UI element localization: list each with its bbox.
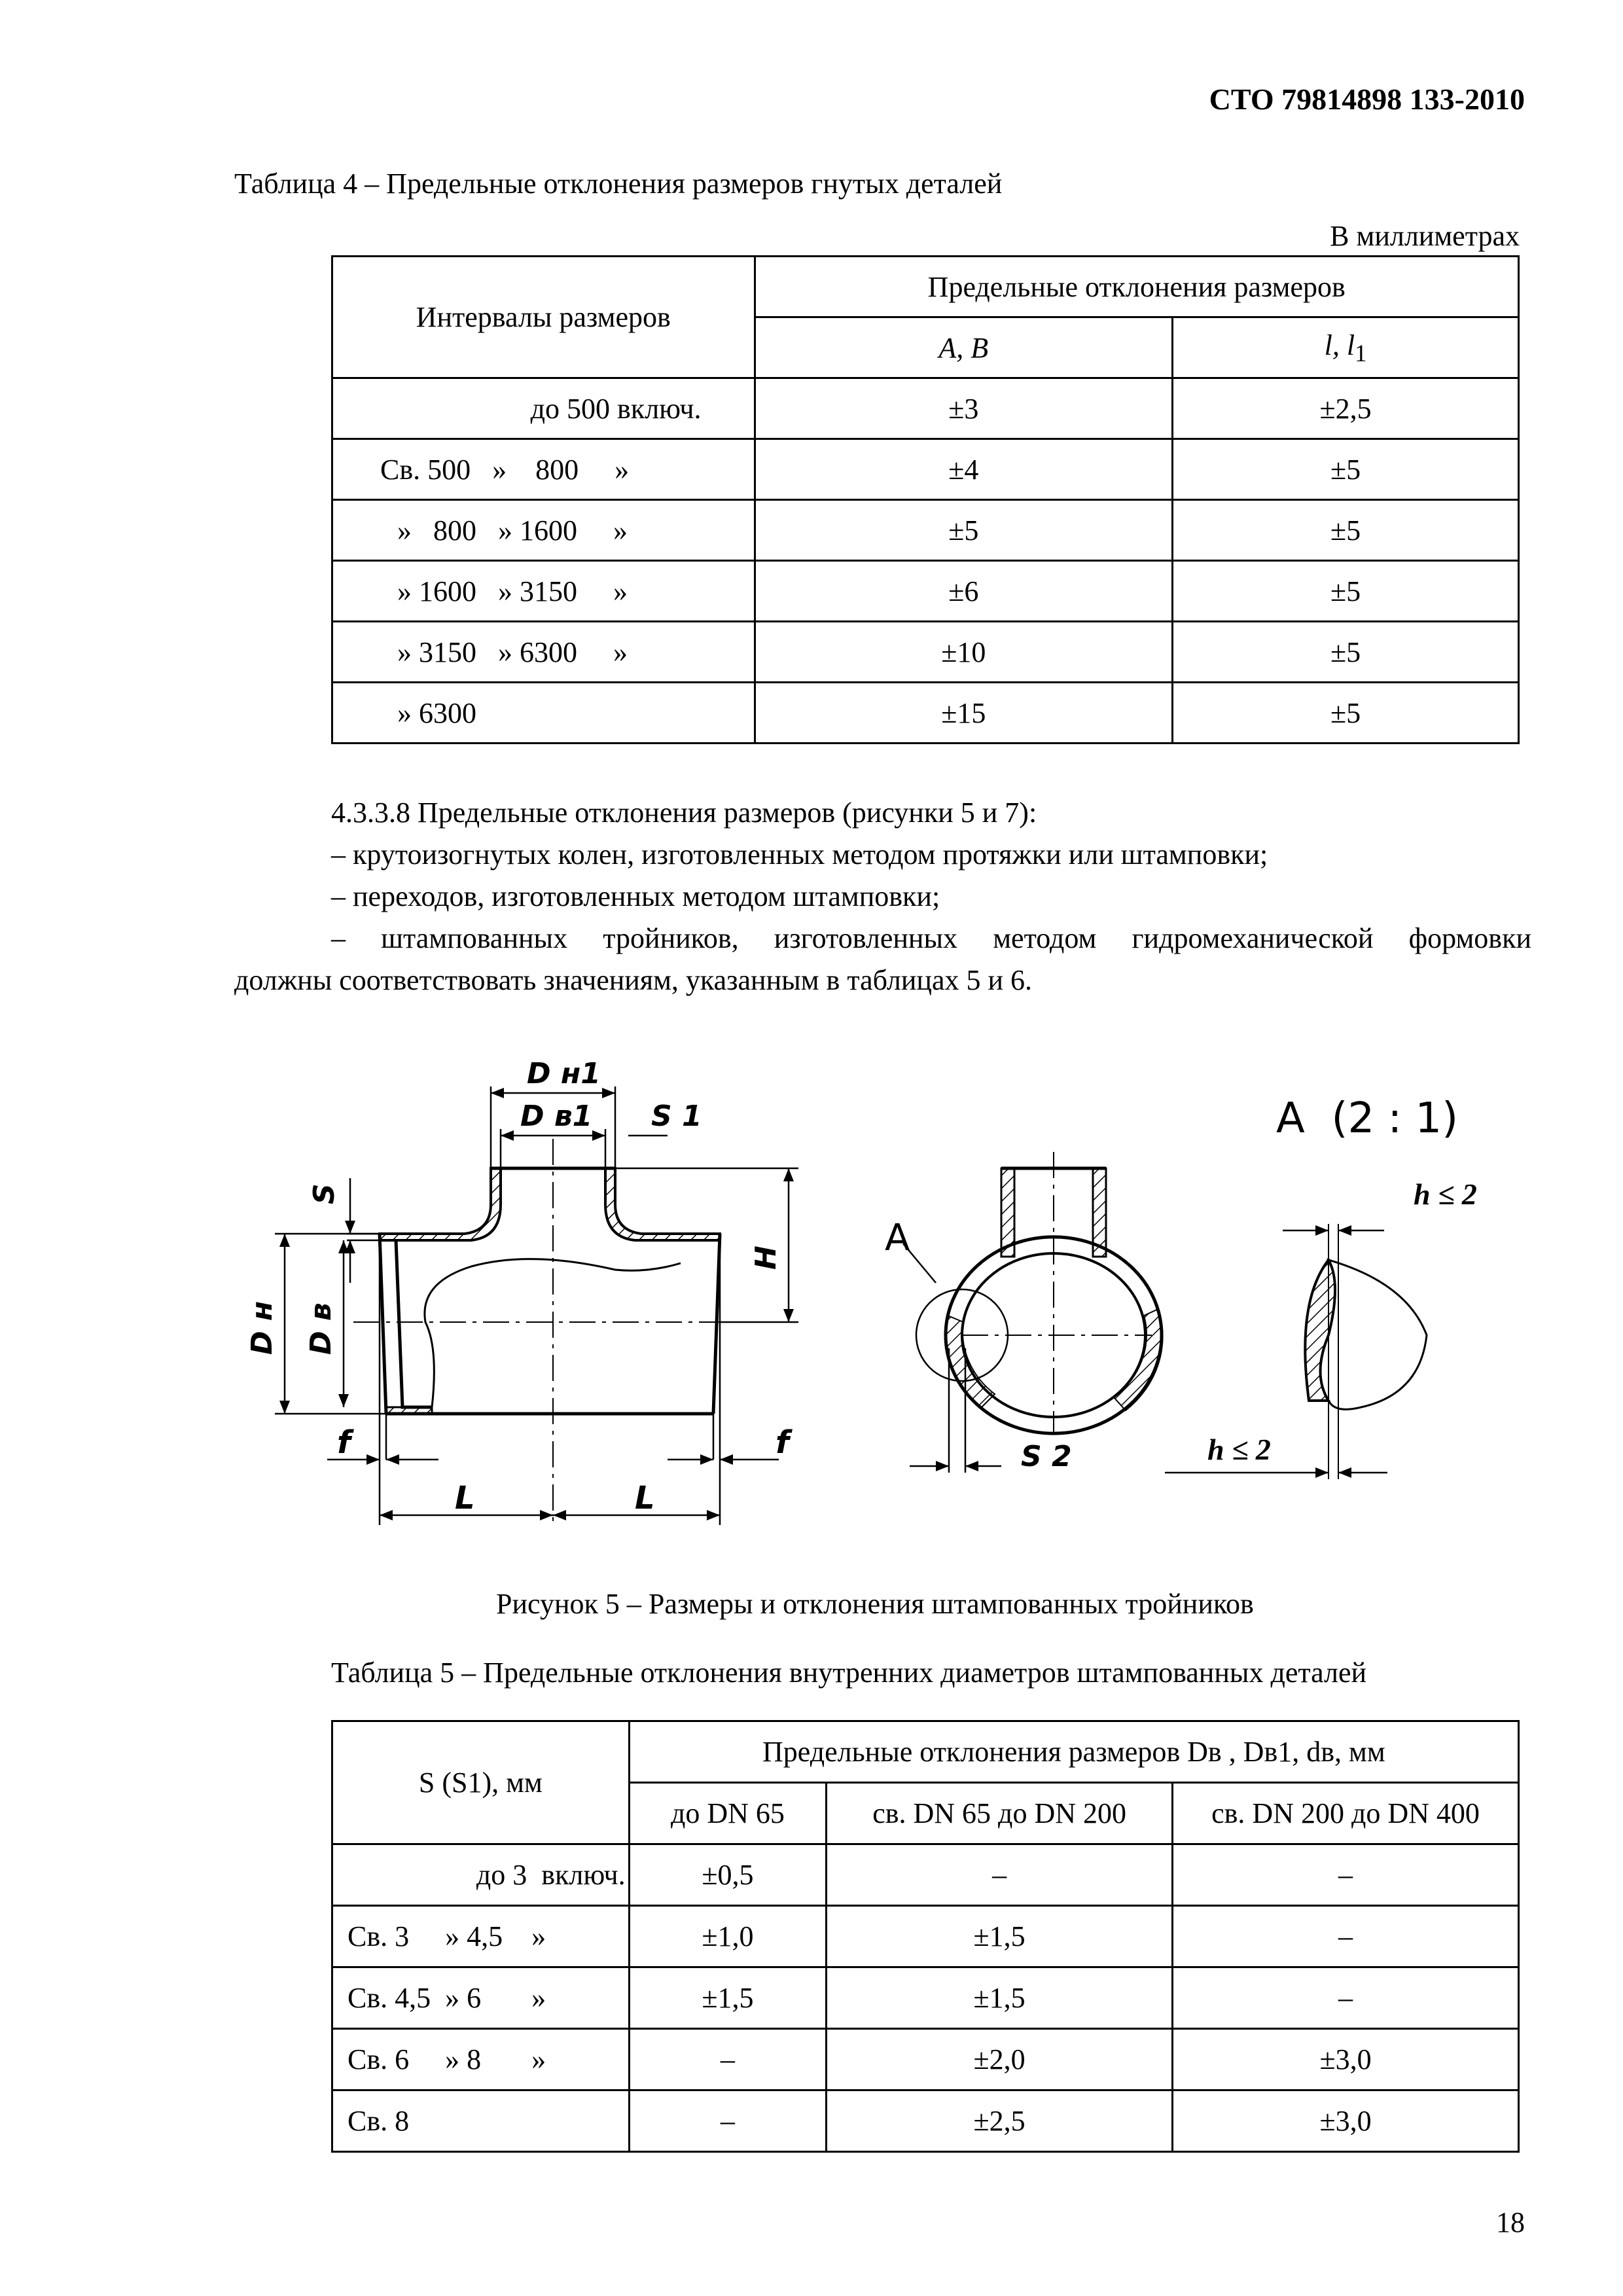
bullet-3: – штампованных тройников, изготовленных методом гидромеханической формовки — [331, 922, 1531, 954]
label-dn1: D н1 — [527, 1057, 601, 1090]
table5-c3: – — [1173, 1844, 1519, 1906]
table4-l: ±5 — [1173, 561, 1519, 622]
table5-caption: Таблица 5 – Предельные отклонения внутренних диаметров штампованных деталей — [331, 1657, 1367, 1689]
table4-ab: ±4 — [755, 439, 1173, 500]
label-detail-a: A (2 : 1) — [1276, 1094, 1459, 1143]
table4-ab: ±5 — [755, 500, 1173, 561]
label-f-right: f — [776, 1424, 789, 1461]
table5-c2: ±1,5 — [827, 1906, 1173, 1967]
table-row — [332, 683, 1519, 744]
table-row — [332, 1967, 1519, 2029]
table-row — [332, 622, 1519, 683]
table-row — [332, 2090, 1519, 2152]
tee-front-view — [353, 1139, 740, 1525]
bullet-2: – переходов, изготовленных методом штамповки; — [331, 880, 940, 912]
table5 — [331, 1720, 1520, 2153]
table5-header-col3: св. DN 200 до DN 400 — [1173, 1783, 1519, 1844]
table4 — [331, 255, 1520, 744]
label-dv: D в — [304, 1302, 338, 1355]
label-h-bottom: h ≤ 2 — [1207, 1433, 1271, 1466]
label-s: S — [308, 1183, 341, 1204]
table4-l: ±5 — [1173, 500, 1519, 561]
label-l-left: L — [455, 1480, 475, 1516]
table4-caption: Таблица 4 – Предельные отклонения размеров гнутых деталей — [234, 168, 1003, 200]
table4-interval: Св. 500 » 800 » — [332, 439, 755, 500]
table5-c2: ±2,5 — [827, 2090, 1173, 2152]
bullet-1: – крутоизогнутых колен, изготовленных методом протяжки или штамповки; — [331, 838, 1268, 870]
label-h: H — [749, 1246, 783, 1270]
table5-s: Св. 8 — [332, 2090, 630, 2152]
table-row — [332, 1844, 1519, 1906]
table4-l: ±5 — [1173, 439, 1519, 500]
table5-header-col2: св. DN 65 до DN 200 — [827, 1783, 1173, 1844]
table5-s: до 3 включ. — [332, 1844, 630, 1906]
table5-header-s: S (S1), мм — [332, 1721, 630, 1844]
detail-a-view — [1165, 1224, 1427, 1479]
table5-c3: ±3,0 — [1173, 2029, 1519, 2090]
table4-interval: » 800 » 1600 » — [332, 500, 755, 561]
figure-5-drawing — [223, 1008, 1518, 1545]
table4-interval: » 1600 » 3150 » — [332, 561, 755, 622]
table-row — [332, 378, 1519, 439]
table5-c1: ±0,5 — [629, 1844, 826, 1906]
label-l-right: L — [635, 1480, 655, 1516]
table4-interval: до 500 включ. — [332, 378, 755, 439]
table4-header-l: l, $l_1$ — [1173, 317, 1519, 378]
table5-c2: ±1,5 — [827, 1967, 1173, 2029]
table4-l: ±2,5 — [1173, 378, 1519, 439]
table4-header-group: Предельные отклонения размеров — [755, 257, 1519, 317]
bullet-3-continuation: должны соответствовать значениям, указанным в таблицах 5 и 6. — [234, 964, 1033, 996]
table-row — [332, 500, 1519, 561]
label-h-top: h ≤ 2 — [1414, 1177, 1477, 1211]
table5-header-group: Предельные отклонения размеров Dв , Dв1, dв, мм — [629, 1721, 1518, 1783]
table5-c1: ±1,5 — [629, 1967, 826, 2029]
table5-c1: ±1,0 — [629, 1906, 826, 1967]
label-dn: D н — [245, 1300, 279, 1355]
tee-front-dimensions — [275, 1086, 798, 1525]
table4-ab: ±3 — [755, 378, 1173, 439]
table4-ab: ±6 — [755, 561, 1173, 622]
table5-c3: ±3,0 — [1173, 2090, 1519, 2152]
table5-c1: – — [629, 2090, 826, 2152]
table5-c3: – — [1173, 1906, 1519, 1967]
table-row — [332, 1906, 1519, 1967]
table4-l: ±5 — [1173, 683, 1519, 744]
table5-c3: – — [1173, 1967, 1519, 2029]
table-row — [332, 561, 1519, 622]
figure-5-caption: Рисунок 5 – Размеры и отклонения штампованных тройников — [496, 1588, 1254, 1620]
label-dv1: D в1 — [520, 1100, 593, 1133]
table5-c2: – — [827, 1844, 1173, 1906]
label-a: A — [885, 1217, 910, 1259]
table5-c2: ±2,0 — [827, 2029, 1173, 2090]
table-row — [332, 2029, 1519, 2090]
table4-header-ab: A, B — [755, 317, 1173, 378]
table4-ab: ±15 — [755, 683, 1173, 744]
table5-s: Св. 3 » 4,5 » — [332, 1906, 630, 1967]
table4-header-interval: Интервалы размеров — [332, 257, 755, 378]
paragraph-4-3-3-8: 4.3.3.8 Предельные отклонения размеров (рисунки 5 и 7): — [331, 797, 1037, 829]
page-number: 18 — [1496, 2206, 1525, 2238]
table4-units: В миллиметрах — [1330, 220, 1520, 252]
table4-l: ±5 — [1173, 622, 1519, 683]
label-f-left: f — [337, 1424, 351, 1461]
table5-s: Св. 4,5 » 6 » — [332, 1967, 630, 2029]
table5-c1: – — [629, 2029, 826, 2090]
table4-ab: ±10 — [755, 622, 1173, 683]
table5-s: Св. 6 » 8 » — [332, 2029, 630, 2090]
table4-interval: » 3150 » 6300 » — [332, 622, 755, 683]
document-code: СТО 79814898 133-2010 — [1209, 82, 1525, 116]
table5-header-col1: до DN 65 — [629, 1783, 826, 1844]
tee-section-view — [903, 1152, 1163, 1473]
table4-interval: » 6300 — [332, 683, 755, 744]
label-s2: S 2 — [1021, 1440, 1072, 1473]
table-row — [332, 439, 1519, 500]
label-s1: S 1 — [651, 1100, 702, 1133]
